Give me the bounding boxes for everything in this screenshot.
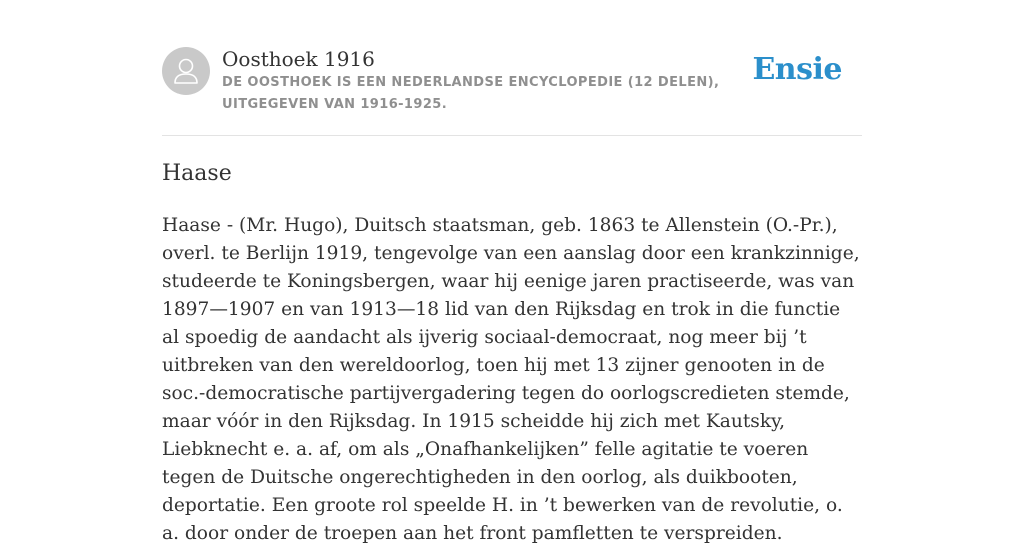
source-avatar[interactable] [162, 47, 210, 95]
header-divider [162, 135, 862, 136]
source-header [162, 46, 862, 136]
entry-body: Haase - (Mr. Hugo), Duitsch staatsman, geb. 1863 te Allenstein (O.-Pr.), overl. te Berlijn 1919, tengevolge van een aanslag door een krankzinnige, studeerde te Koningsbergen, waar hij eenige jaren practiseerde, was van 1897—1907 en van 1913—18 lid van den Rijksdag en trok in die functie al spoedig de aandacht als ijverig sociaal-democraat, nog meer bij ’t uitbreken van den wereldoorlog, toen hij met 13 zijner genooten in de soc.-democratische partijvergadering tegen do oorlogscredieten stemde, maar vóór in den Rijksdag. In 1915 scheidde hij zich met Kautsky, Liebknecht e. a. af, om als „Onafhankelijken” felle agitatie te voeren tegen de Duitsche ongerechtigheden in den oorlog, als duikbooten, deportatie. Een groote rol speelde H. in ’t bewerken van de revolutie, o. a. door onder de troepen aan het front pamfletten te verspreiden. [162, 215, 860, 544]
source-description: DE OOSTHOEK IS EEN NEDERLANDSE ENCYCLOPEDIE (12 DELEN), UITGEGEVEN VAN 1916-1925. [222, 75, 720, 112]
entry-title: Haase [162, 161, 232, 186]
user-silhouette-icon [162, 47, 210, 95]
source-title[interactable]: Oosthoek 1916 [222, 47, 375, 71]
brand-logo[interactable]: Ensie [752, 52, 842, 87]
